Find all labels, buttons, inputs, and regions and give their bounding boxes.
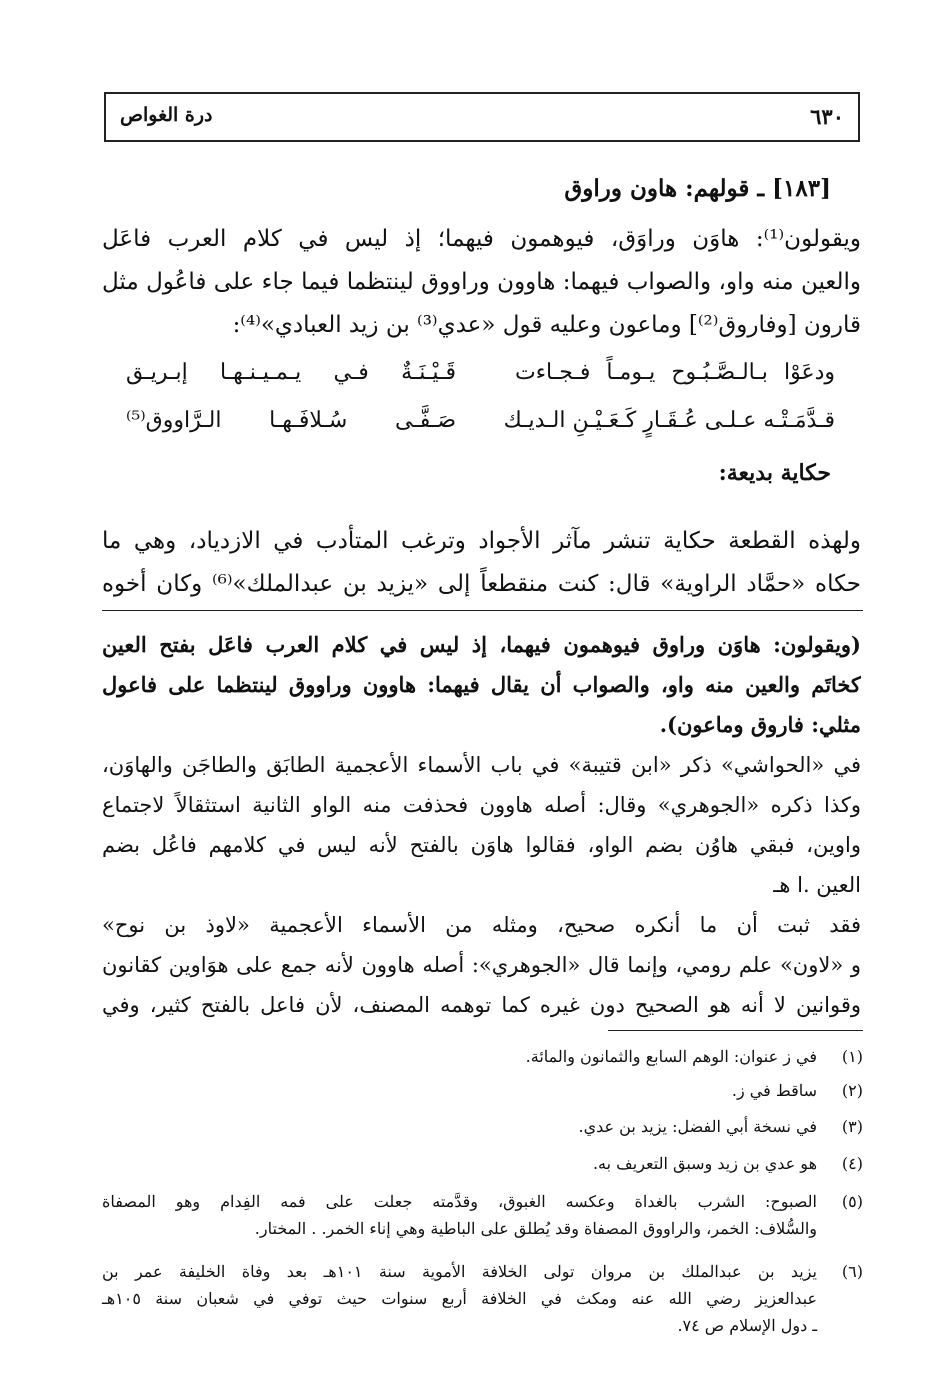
commentary-paragraph-2 — [102, 905, 861, 1025]
verse-hemistich-first: ودعَوْا بـالـصَّـبُـوح يـومـاً فـجـاءت — [515, 360, 835, 385]
footnote-text: والسُّلاف: الخمر، والراووق المصفاة وقد يُطلق على الباطية وهي إناء الخمر. . المختار. — [254, 1219, 817, 1238]
footnote-number: (٣) — [841, 1117, 863, 1136]
footnote-text: في نسخة أبي الفضل: يزيد بن عدي. — [578, 1117, 817, 1136]
section-divider — [102, 610, 863, 611]
verse-hemistich-second: قَـيْـنَـةٌ فـي يـمـيـنـهـا إبـريـق — [126, 360, 456, 385]
verse-line-2 — [126, 408, 835, 454]
verse-hemistich-second: صَـفَّـى سُـلافَـهـا الـرَّاووق⁽⁵⁾ — [126, 408, 456, 433]
page-header — [104, 92, 860, 142]
page-number: ٦٣٠ — [810, 104, 844, 129]
text-line: ولهذه القطعة حكاية تنشر مآثر الأجواد وترغب المتأدب في الازدياد، وهي ما — [102, 528, 861, 554]
text-line: وكذا ذكره «الجوهري» وقال: أصله هاوون فحذفت منه الواو الثانية استثقالاً لاجتماع — [102, 793, 861, 817]
text-line: فقد ثبت أن ما أنكره صحيح، ومثله من الأسماء الأعجمية «لاوذ بن نوح» — [102, 913, 861, 937]
footnote-text: في ز عنوان: الوهم السابع والثمانون والمائة. — [525, 1047, 817, 1066]
footnote-separator — [608, 1030, 863, 1031]
verse-hemistich-first: قـدَّمَـتْـه عـلـى عُـقَـارٍ كَـعَـيْـنِ الـديـك — [503, 408, 835, 433]
text-line: (ويقولون: هاوَن وراوق فيوهمون فيهما، إذ ليس في كلام العرب فاعَل بفتح العين — [102, 632, 861, 657]
entry-paragraph-2 — [102, 520, 861, 606]
footnote-text: يزيد بن عبدالملك بن مروان تولى الخلافة الأموية سنة ١٠١هـ بعد وفاة الخليفة عمر بن — [102, 1262, 818, 1281]
text-line: مثلي: فاروق وماعون). — [659, 712, 861, 737]
footnote-number: (١) — [841, 1047, 863, 1066]
text-line: حكاه «حمَّاد الراوية» قال: كنت منقطعاً إلى «يزيد بن عبدالملك»⁽⁶⁾ وكان أخوه — [102, 571, 861, 597]
text-line: العين .ا هـ — [773, 873, 861, 897]
entry-paragraph-1 — [102, 218, 861, 347]
text-line: ويقولون⁽¹⁾: هاوَن وراوَق، فيوهمون فيهما؛ إذ ليس في كلام العرب فاعَل — [102, 226, 861, 252]
footnote-text: هو عدي بن زيد وسبق التعريف به. — [592, 1154, 817, 1173]
text-line: و «لاون» علم رومي، وإنما قال «الجوهري»: أصله هاوون لأنه جمع على هوَاوين كقانون — [102, 953, 861, 977]
text-line: كخاتَم والعين منه واو، والصواب أن يقال فيهما: هاوون وراووق لينتظما على فاعول — [102, 672, 861, 697]
footnote-number: (٢) — [841, 1081, 863, 1100]
verse-line-1 — [126, 360, 835, 406]
text-line: قارون [وفاروق⁽²⁾] وماعون وعليه قول «عدي⁽³⁾ بن زيد العبادي»⁽⁴⁾: — [232, 312, 861, 338]
entry-title: [١٨٣] ـ قولهم: هاون وراوق — [564, 175, 831, 202]
footnote-number: (٥) — [841, 1192, 863, 1211]
footnote-text: ـ دول الإسلام ص ٧٤. — [677, 1316, 817, 1335]
footnote-text: ساقط في ز. — [731, 1081, 817, 1100]
footnote-number: (٤) — [841, 1154, 863, 1173]
footnote-text: عبدالعزيز رضي الله عنه ومكث في الخلافة أربع سنوات حيث توفي في شعبان سنة ١٠٥هـ — [102, 1289, 817, 1308]
text-line: في «الحواشي» ذكر «ابن قتيبة» في باب الأسماء الأعجمية الطابَق والطاجَن والهاوَن، — [102, 753, 861, 777]
footnote-number: (٦) — [841, 1262, 863, 1281]
running-title: درة الغواص — [120, 104, 213, 126]
commentary-paragraph-1 — [102, 745, 861, 905]
text-line: واوين، فبقي هاوُن بضم الواو، فقالوا هاوَن بالفتح لأنه ليس في كلامهم فاعُل بضم — [102, 833, 861, 857]
text-line: وقوانين لا أنه هو الصحيح دون غيره كما توهمه المصنف، لأن فاعل بالفتح كثير، وفي — [102, 993, 861, 1017]
commentary-quote — [102, 625, 861, 745]
text-line: والعين منه واو، والصواب فيهما: هاوون وراووق لينتظما فيما جاء على فاعُول مثل — [102, 269, 861, 295]
section-subtitle: حكاية بديعة: — [718, 460, 831, 486]
footnote-text: الصبوح: الشرب بالغداة وعكسه الغبوق، وقدَّمته جعلت على فمه الفِدام وهو المصفاة — [102, 1192, 818, 1211]
